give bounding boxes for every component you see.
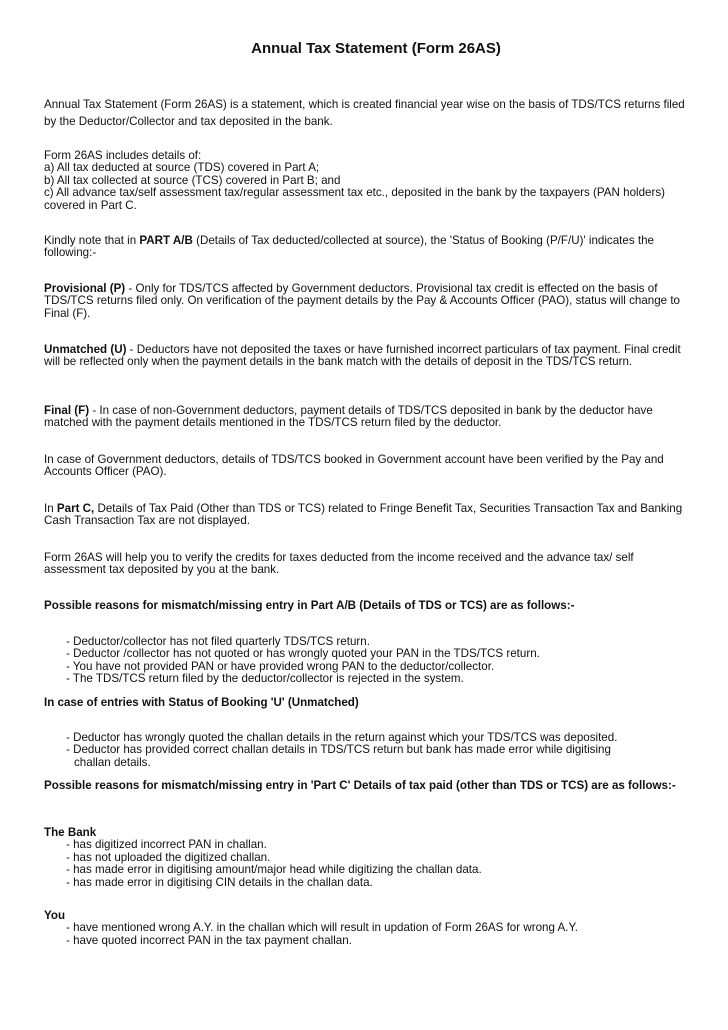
list-item: - have mentioned wrong A.Y. in the challan which will result in updation of Form 26AS for wrong A.Y. — [66, 921, 578, 935]
bank-section — [44, 827, 692, 889]
includes-section — [44, 150, 692, 212]
includes-item-b: b) All tax collected at source (TCS) covered in Part B; and — [44, 173, 341, 187]
list-item: - You have not provided PAN or have provided wrong PAN to the deductor/collector. — [66, 659, 495, 673]
page-title: Annual Tax Statement (Form 26AS) — [251, 40, 501, 57]
list-item: - has made error in digitising CIN details in the challan data. — [66, 875, 373, 889]
part-c-paragraph — [44, 503, 692, 528]
partc-text-after: Details of Tax Paid (Other than TDS or TCS) related to Fringe Benefit Tax, Securities Transaction Tax and Banking Cash Transaction Tax are not displayed. — [44, 502, 683, 528]
includes-heading: Form 26AS includes details of: — [44, 149, 202, 162]
unmatched-label: Unmatched (U) — [44, 343, 127, 356]
unmatched-entries-heading: In case of entries with Status of Booking 'U' (Unmatched) — [44, 696, 359, 709]
bank-heading: The Bank — [44, 826, 97, 839]
partc-text: In — [44, 502, 57, 515]
govt-paragraph: In case of Government deductors, details of TDS/TCS booked in Government account have been verified by the Pay and Accounts Officer (PAO). — [44, 453, 664, 479]
includes-item-a: a) All tax deducted at source (TDS) covered in Part A; — [44, 161, 320, 175]
final-label: Final (F) — [44, 404, 90, 417]
intro-paragraph: Annual Tax Statement (Form 26AS) is a statement, which is created financial year wise on the basis of TDS/TCS returns filed by the Deductor/Collector and tax deposited in the bank. — [44, 98, 685, 128]
list-item: - The TDS/TCS return filed by the deductor/collector is rejected in the system. — [66, 672, 464, 686]
list-item: - Deductor/collector has not filed quarterly TDS/TCS return. — [66, 635, 370, 648]
reasons-c-heading: Possible reasons for mismatch/missing entry in 'Part C' Details of tax paid (other than TDS or TCS) are as follows:- — [44, 779, 676, 792]
you-section — [44, 910, 692, 947]
list-item: challan details. — [74, 755, 151, 769]
list-item: - has digitized incorrect PAN in challan. — [66, 838, 267, 852]
partc-bold: Part C, — [56, 502, 95, 515]
provisional-label: Provisional (P) — [44, 282, 126, 295]
unmatched-paragraph — [44, 344, 692, 369]
verify-paragraph: Form 26AS will help you to verify the credits for taxes deducted from the income received and the advance tax/ self assessment tax deposited by you at the bank. — [44, 551, 634, 577]
reasons-ab-list — [44, 636, 714, 686]
final-paragraph — [44, 405, 692, 430]
unmatched-text: - Deductors have not deposited the taxes or have furnished incorrect particulars of tax payment. Final credit will be reflected only when the payment details in the bank match with the details of deposit in the TDS/TCS return. — [44, 343, 681, 369]
kindly-text: Kindly note that in — [44, 234, 140, 247]
list-item: - has not uploaded the digitized challan. — [66, 850, 271, 864]
final-text: - In case of non-Government deductors, payment details of TDS/TCS deposited in bank by the deductor have matched with the payment details mentioned in the TDS/TCS return filed by the deductor. — [44, 404, 653, 430]
kindly-bold: PART A/B — [139, 234, 193, 247]
unmatched-entries-list — [44, 732, 714, 769]
list-item: - Deductor has provided correct challan details in TDS/TCS return but bank has made error while digitising — [66, 743, 611, 757]
list-item: - has made error in digitising amount/major head while digitizing the challan data. — [66, 863, 482, 877]
list-item: - Deductor has wrongly quoted the challan details in the return against which your TDS/TCS was deposited. — [66, 731, 618, 744]
includes-item-c: c) All advance tax/self assessment tax/regular assessment tax etc., deposited in the bank by the taxpayers (PAN holders) covered in Part C. — [44, 186, 666, 212]
provisional-text: - Only for TDS/TCS affected by Government deductors. Provisional tax credit is effected on the basis of TDS/TCS returns filed only. On verification of the payment details by the Pay & Accounts Officer (PAO), status will change to Final (F). — [44, 282, 681, 320]
kindly-note-paragraph — [44, 235, 692, 260]
you-heading: You — [44, 909, 66, 922]
list-item: - have quoted incorrect PAN in the tax payment challan. — [66, 933, 352, 947]
list-item: - Deductor /collector has not quoted or has wrongly quoted your PAN in the TDS/TCS return. — [66, 647, 540, 661]
reasons-ab-heading: Possible reasons for mismatch/missing entry in Part A/B (Details of TDS or TCS) are as follows:- — [44, 599, 575, 612]
kindly-text-after: (Details of Tax deducted/collected at source), the 'Status of Booking (P/F/U)' indicates the following:- — [44, 234, 654, 260]
provisional-paragraph — [44, 283, 692, 320]
